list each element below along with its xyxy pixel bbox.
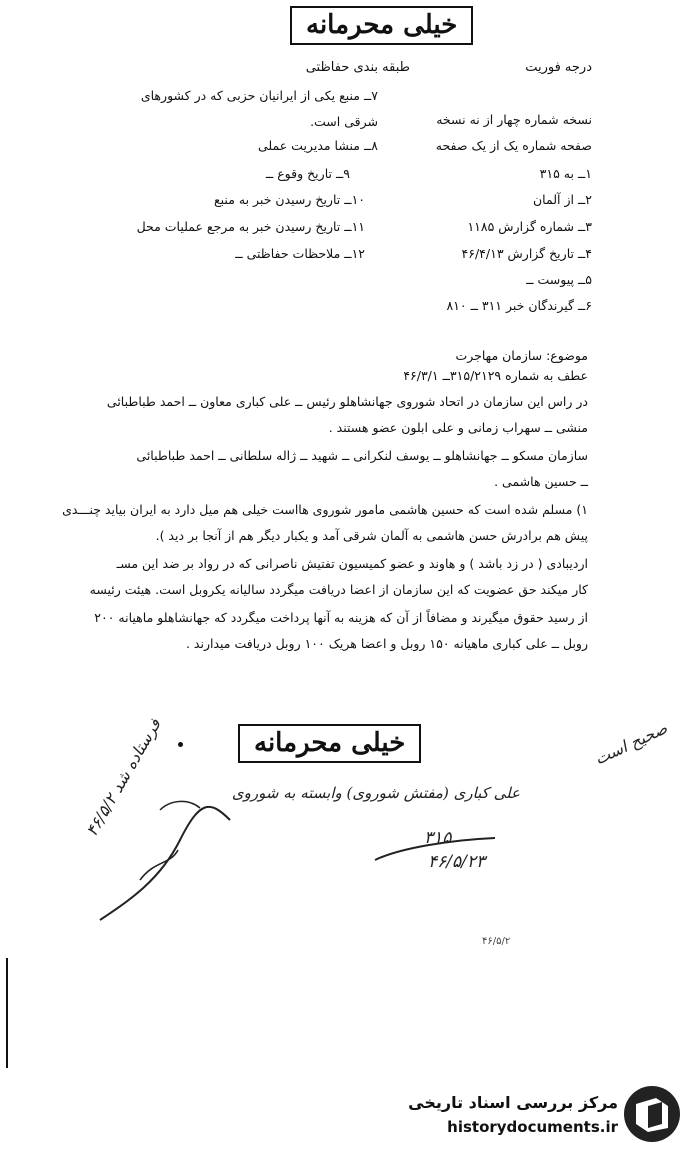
archive-url: historydocuments.ir: [447, 1118, 618, 1136]
archive-logo-icon: [622, 1084, 682, 1148]
ink-dot: [178, 742, 183, 747]
classification-label: طبقه بندی حفاظتی: [305, 60, 410, 75]
meta-item-2: ۲ــ از آلمان: [533, 192, 592, 207]
priority-label: درجه فوریت: [525, 60, 592, 75]
handwritten-approval: صحیح است: [591, 718, 671, 769]
body-line-5: ۱) مسلم شده است که حسین هاشمی مامور شوروی هااست خیلی هم میل دارد به ایران بیاید چنـــدی: [62, 502, 588, 517]
meta-item-12: ۱۲ــ ملاحظات حفاظتی ــ: [235, 246, 365, 261]
handwritten-number: ۳۱۵: [424, 828, 452, 848]
body-line-1: در راس این سازمان در اتحاد شوروی جهانشاهلو رئیس ــ علی کباری معاون ــ احمد طباطبائی: [106, 394, 588, 409]
meta-item-10: ۱۰ــ تاریخ رسیدن خبر به منبع: [214, 192, 365, 207]
classification-stamp-bottom: خیلی محرمانه: [238, 724, 421, 763]
body-line-8: کار میکند حق عضویت که این سازمان از اعضا دریافت میگردد سالیانه یکروبل است. هیئت رئیسه: [89, 582, 588, 597]
meta-item-7: ۷ــ منبع یکی از ایرانیان حزبی که در کشورهای: [140, 88, 378, 103]
underline-stroke: [370, 830, 500, 870]
meta-item-8: ۸ــ منشا مدیریت عملی: [257, 138, 378, 153]
subject-line: موضوع: سازمان مهاجرت: [455, 348, 588, 363]
handwritten-left-note: فرستاده شد ۴۶/۵/۲: [82, 715, 165, 840]
body-line-9: از رسید حقوق میگیرند و مضافاً از آن که هزینه به آنها پرداخت میگردد که جهانشاهلو ماهیانه ۲۰۰: [94, 610, 588, 625]
meta-item-1: ۱ــ به ۳۱۵: [539, 166, 592, 181]
classification-stamp-top: خیلی محرمانه: [290, 6, 473, 45]
page-mark: ۴۶/۵/۲: [482, 936, 511, 947]
reference-line: عطف به شماره ۳۱۵/۲۱۲۹ــ ۴۶/۳/۱: [403, 368, 588, 383]
body-line-6: پیش هم برادرش حسن هاشمی به آلمان شرقی آمد و یکبار دیگر هم از آنجا بر دید ).: [155, 528, 588, 543]
body-line-4: ــ حسین هاشمی .: [494, 474, 588, 489]
page-number: صفحه شماره یک از یک صفحه: [435, 138, 592, 153]
scan-edge: [6, 958, 8, 1068]
meta-item-5: ۵ــ پیوست ــ: [526, 272, 592, 287]
body-line-2: منشی ــ سهراب زمانی و علی ابلون عضو هستند .: [328, 420, 588, 435]
signature-scribble: [60, 780, 260, 940]
meta-item-6: ۶ــ گیرندگان خبر ۳۱۱ ــ ۸۱۰: [446, 298, 592, 313]
body-line-3: سازمان مسکو ــ جهانشاهلو ــ یوسف لنکرانی ــ شهید ــ ژاله سلطانی ــ احمد طباطبائی: [136, 448, 588, 463]
body-line-10: روبل ــ علی کباری ماهیانه ۱۵۰ روبل و اعضا هریک ۱۰۰ روبل دریافت میدارند .: [185, 636, 588, 651]
meta-item-4: ۴ــ تاریخ گزارش ۴۶/۴/۱۳: [461, 246, 592, 261]
handwritten-note: علی کباری (مفتش شوروی) وابسته به شوروی: [231, 784, 520, 802]
handwritten-date: ۴۶/۵/۲۳: [428, 852, 486, 872]
meta-item-11: ۱۱ــ تاریخ رسیدن خبر به مرجع عملیات محل: [136, 219, 365, 234]
meta-item-7b: شرقی است.: [310, 114, 378, 129]
copy-number: نسخه شماره چهار از نه نسخه: [436, 112, 592, 127]
body-line-7: اردیبادی ( در زد باشد ) و هاوند و عضو کمیسیون تفتیش ناصرانی که در رواد بر ضد این مسـ: [116, 556, 588, 571]
archive-title: مرکز بررسی اسناد تاریخی: [408, 1093, 618, 1112]
meta-item-9: ۹ــ تاریخ وقوع ــ: [265, 166, 350, 181]
meta-item-3: ۳ــ شماره گزارش ۱۱۸۵: [467, 219, 592, 234]
